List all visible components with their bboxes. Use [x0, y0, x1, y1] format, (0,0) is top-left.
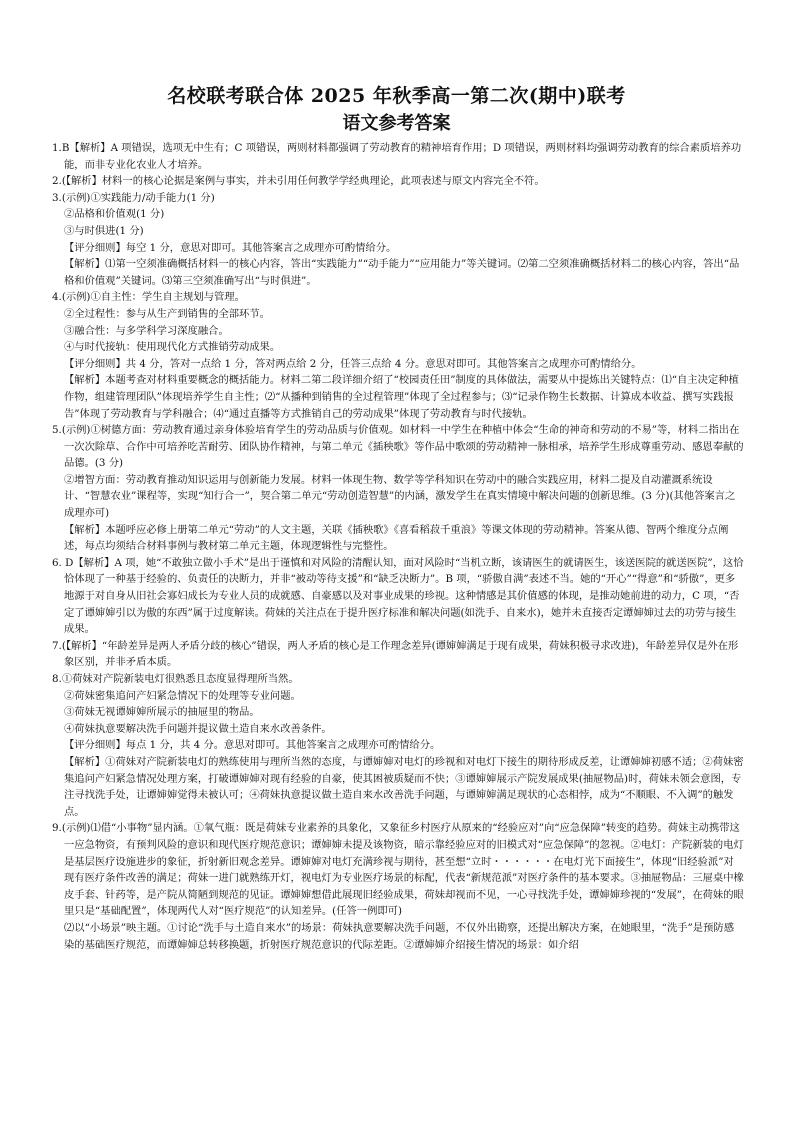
answer-item-line: 【解析】本题考查对材料重要概念的概括能力。材料二第二段详细介绍了“校园责任田”制度的具体做法，需要从中提炼出关键特点：⑴“自主决定种植作物，组建管理团队”体现培养学生自主性；⑵“从播种到销售的全过程管理”体现了全过程参与；⑶“记录作物生长数据、计算成本收益、撰写实践报告”体现了劳动教育与学科融合；⑷“通过直播等方式推销自己的劳动成果”体现了劳动教育与时代接轨。 [64, 374, 739, 420]
answer-item-line: ②全过程性：参与从生产到销售的全部环节。 [64, 307, 270, 320]
answer-item [52, 422, 744, 555]
answer-item-heading: 1.B【解析】A 项错误，选项无中生有；C 项错误，两则材料都强调了劳动教育的精神培育作用；D 项错误，两则材料均强调劳动教育的综合素质培养功能，而非专业化农业人才培养。 [52, 142, 742, 171]
answer-item-line: ②增智方面：劳动教育推动知识运用与创新能力发展。材料一体现生物、数学等学科知识在劳动中的融合实践应用，材料二提及自动灌溉系统设计、“智慧农业”课程等，实现“知行合一”，契合第二单元“劳动创造智慧”的内涵，激发学生在真实情境中解决问题的创新思维。(3 分)(其他答案言之成理亦可) [64, 473, 736, 520]
answer-item [52, 555, 744, 638]
answer-item-line: 【解析】①荷妹对产院新装电灯的熟练使用与理所当然的态度，与谭婶婶对电灯的珍视和对电灯下接生的期待形成反差，让谭婶婶初感不适；②荷妹密集追问产妇紧急情况处理方案，打破谭婶婶对现有经验的自豪，使其困被质疑而不快；③谭婶婶展示产院发展成果(抽屉物品)时，荷妹未领会意图，专注寻找洗手处，让谭婶婶觉得未被认可；④荷妹执意提议做土造自来水改善洗手问题，与谭婶婶满足现状的心态相悖，成为“不顺眼、不入调”的触发点。 [64, 755, 744, 818]
answer-item-line: ③融合性：与多学科学习深度融合。 [64, 324, 229, 337]
answer-item-line: 【解析】⑴第一空须准确概括材料一的核心内容，答出“实践能力”“动手能力”“应用能力”等关键词。⑵第二空须准确概括材料二的核心内容，答出“品格和价值观”关键词。⑶第三空须准确写出“与时俱进”。 [64, 258, 740, 287]
answer-item-line: ⑵以“小场景”映主题。①讨论“洗手与土造自来水”的场景：荷妹执意要解决洗手问题，不仅外出勘察，还提出解决方案，在她眼里，“洗手”是预防感染的基础医疗规范，而谭婶婶总转移换题，折射医疗规范意识的代际差距。②谭婶婶介绍接生情况的场景：如介绍 [64, 921, 734, 951]
answer-item [52, 190, 744, 290]
answer-item-line: 【评分细则】共 4 分，答对一点给 1 分，答对两点给 2 分，任答三点给 4 分。意思对即可。其他答案言之成理亦可酌情给分。 [64, 357, 642, 370]
answer-item-line: 【评分细则】每点 1 分，共 4 分。意思对即可。其他答案言之成理亦可酌情给分。 [64, 739, 441, 752]
answer-item-heading: 6. D【解析】A 项，她“不敢独立做小手术”是出于谨慎和对风险的清醒认知，面对风险时“当机立断，该请医生的就请医生，该送医院的就送医院”，这恰恰体现了一种基于经验的、负责任的决断力，并非“被动等待支援”和“缺乏决断力”。B 项，“骄傲自满”表述不当。她的“开心”“得意”和“骄傲”，更多地源于对自身从旧社会寡妇成长为专业人员的成就感、自豪感以及对事业成果的珍视。这种情感是其价值感的体现，是推动她前进的动力，C 项，“否定了谭婶婶引以为傲的东西”属于过度解读。荷妹的关注点在于提升医疗标准和解决问题(如洗手、自来水)，她并未直接否定谭婶婶过去的功劳与接生成果。 [52, 556, 744, 636]
answer-item-heading: 3.(示例)①实践能力/动手能力(1 分) [52, 191, 215, 204]
answer-item-heading: 2.(【解析】材料一的核心论据是案例与事实，并未引用任何教学学经典理论，此项表述与原文内容完全不符。 [52, 175, 545, 188]
answer-item-line: ②品格和价值观(1 分) [64, 208, 165, 221]
answer-content [52, 140, 744, 953]
answer-item [52, 289, 744, 422]
answer-item-line: 【解析】本题呼应必修上册第二单元“劳动”的人文主题，关联《插秧歌》《喜看稻菽千重浪》等课文体现的劳动精神。答案从德、智两个维度分点阐述，每点均须结合材料事例与教材第二单元主题，体现逻辑性与完整性。 [64, 523, 729, 553]
answer-item-heading: 7.(【解析】“年龄差异是两人矛盾分歧的核心”错误，两人矛盾的核心是工作理念差异(谭婶婶满足于现有成果，荷妹积极寻求改进)，年龄差异仅是外在形象区别，并非矛盾本质。 [52, 639, 739, 669]
answer-item-line: ④与时代接轨：使用现代化方式推销劳动成果。 [64, 341, 281, 354]
page-title: 名校联考联合体 2025 年秋季高一第二次(期中)联考 [167, 85, 626, 107]
answer-item-line: ④荷妹执意要解决洗手问题并提议做土造自来水改善条件。 [64, 722, 332, 735]
answer-item-line: ②荷妹密集追问产妇紧急情况下的处理等专业问题。 [64, 689, 301, 702]
answer-item-heading: 4.(示例)①自主性：学生自主规划与管理。 [52, 291, 245, 304]
answer-item-heading: 8.①荷妹对产院新装电灯很熟悉且态度显得理所当然。 [52, 673, 299, 685]
answer-item [52, 140, 744, 173]
answer-item-heading: 5.(示例)①树德方面：劳动教育通过亲身体验培育学生的劳动品质与价值观。如材料一中学生在种植中体会“生命的神奇和劳动的不易”等，材料二指出在一次次除草、合作中可培养吃苦耐劳、团队协作精神，与第二单元《插秧歌》等作品中歌颂的劳动精神一脉相承，培养学生形成尊重劳动、感恩奉献的品德。(3 分) [52, 424, 744, 470]
answer-item-line: ③荷妹无视谭婶婶所展示的抽屉里的物品。 [64, 706, 260, 719]
answer-item [52, 820, 744, 953]
answer-item-line: ③与时俱进(1 分) [64, 224, 144, 237]
answer-item-heading: 9.(示例)⑴借“小事物”显内涵。①氧气瓶：既是荷妹专业素养的具象化，又象征乡村医疗从原来的“经验应对”向“应急保障”转变的趋势。荷妹主动携带这一应急物资，有预判风险的意识和现代医疗规范意识；谭婶婶未提及该物资，暗示靠经验应对的旧模式对“应急保障”的忽视。②电灯：产院新装的电灯是基层医疗设施进步的象征，折射新旧观念差异。谭婶婶对电灯充满珍视与期待，甚至想“立时・・・・・・在电灯光下面接生”，体现“旧经验派”对现有医疗条件改善的满足；荷妹一进门就熟练开灯，视电灯为专业医疗场景的标配，代表“新规范派”对医疗条件的基本要求。③抽屉物品：三屉桌中橡皮手套、针药等，是产院从简陋到规范的见证。谭婶婶想借此展现旧经验成果，荷妹却视而不见，一心寻找洗手处，谭婶婶珍视的“发展”，在荷妹的眼里只是“基础配置”，体现两代人对“医疗规范”的认知差异。(任答一例即可) [52, 822, 744, 918]
answer-item [52, 638, 744, 671]
page-subtitle: 语文参考答案 [342, 113, 451, 134]
answer-item-line: 【评分细则】每空 1 分，意思对即可。其他答案言之成理亦可酌情给分。 [64, 241, 397, 254]
answer-item [52, 173, 744, 190]
answer-item [52, 671, 744, 820]
